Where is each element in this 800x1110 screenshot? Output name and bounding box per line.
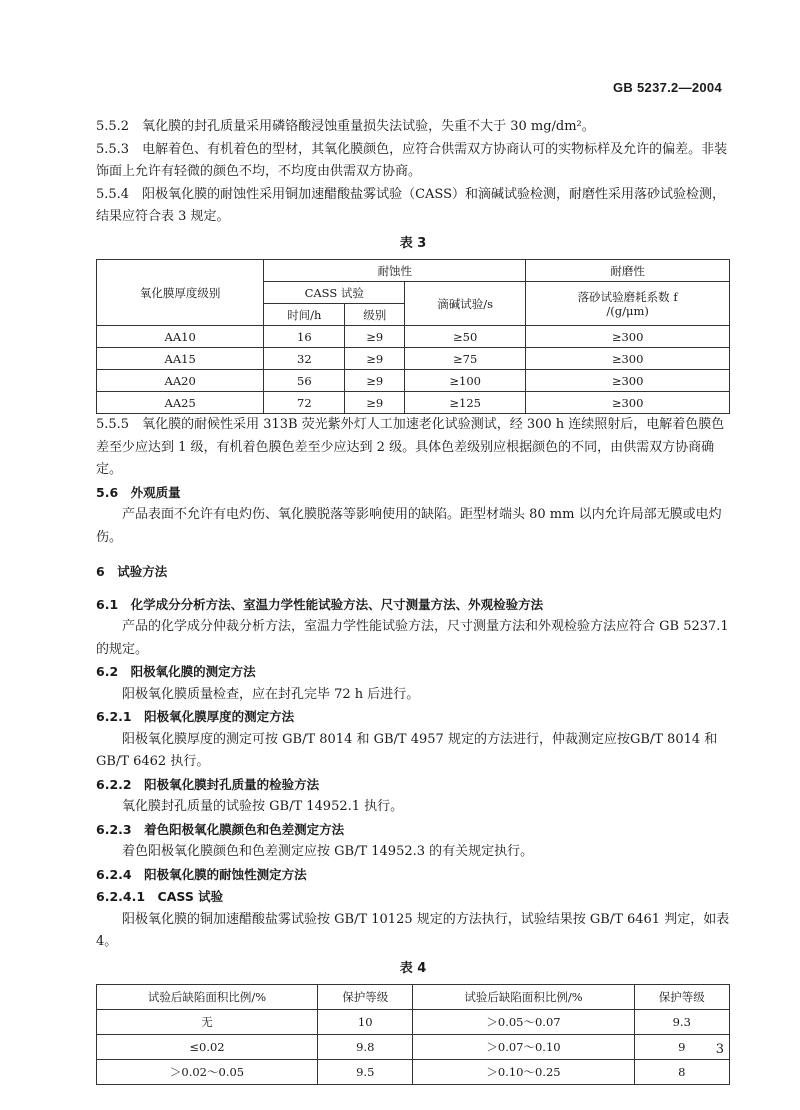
table-cell: ≥300 [526,392,730,414]
table-cell: ≥9 [345,370,405,392]
table-row [97,1060,730,1085]
table4-header-defect-ratio: 试验后缺陷面积比例/% [97,985,318,1010]
table-cell: ＞0.02～0.05 [97,1060,318,1085]
heading-5-6: 5.6 外观质量 [96,484,181,500]
table-cell: 9.8 [318,1035,413,1060]
table-cell: 56 [264,370,345,392]
table4-header-protection: 保护等级 [634,985,730,1010]
table4-header-protection: 保护等级 [318,985,413,1010]
table3-header-sand-unit: /(g/μm) [606,303,649,318]
heading-6-2-2: 6.2.2 阳极氧化膜封孔质量的检验方法 [96,776,320,792]
table-row [97,392,730,414]
table-cell: ≥9 [345,348,405,370]
table3-header-alkali: 滴碱试验/s [405,282,526,326]
table-cell: ＞0.10～0.25 [413,1060,634,1085]
table3-header-time: 时间/h [264,304,345,326]
clause-5-5-4: 5.5.4 阳极氧化膜的耐蚀性采用铜加速醋酸盐雾试验（CASS）和滴碱试验检测，耐磨性采用落砂试验检测，结果应符合表 3 规定。 [96,186,725,224]
table3-caption: 表 3 [399,235,427,251]
clause-5-5-2: 5.5.2 氧化膜的封孔质量采用磷铬酸浸蚀重量损失法试验，失重不大于 30 mg/dm²。 [96,119,595,134]
table4-caption: 表 4 [399,960,427,976]
clause-6-2-3-text: 着色阳极氧化膜颜色和色差测定应按 GB/T 14952.3 的有关规定执行。 [122,844,534,859]
table-cell: 72 [264,392,345,414]
clause-6-2-4-1-text: 阳极氧化膜的铜加速醋酸盐雾试验按 GB/T 10125 规定的方法执行，试验结果按 GB/T 6461 判定，如表 4。 [96,911,730,949]
clause-5-6-text: 产品表面不允许有电灼伤、氧化膜脱落等影响使用的缺陷。距型材端头 80 mm 以内允许局部无膜或电灼伤。 [96,507,722,545]
table-cell: 9.5 [318,1060,413,1085]
table3 [96,259,730,414]
table-row [97,370,730,392]
table-cell: ≥300 [526,348,730,370]
table3-header-sand-label: 落砂试验磨耗系数 f [577,289,678,304]
table-cell: 8 [634,1060,730,1085]
table-cell: ≤0.02 [97,1035,318,1060]
clause-5-5-5: 5.5.5 氧化膜的耐候性采用 313B 荧光紫外灯人工加速老化试验测试，经 300 h 连续照射后，电解着色膜色差至少应达到 1 级，有机着色膜色差至少应达到 2 级。具体色差级别应根据颜色的不同，由供需双方协商确定。 [96,417,725,477]
table4-header-defect-ratio: 试验后缺陷面积比例/% [413,985,634,1010]
table-row [97,348,730,370]
table-cell: ≥125 [405,392,526,414]
heading-6-2-3: 6.2.3 着色阳极氧化膜颜色和色差测定方法 [96,821,345,837]
heading-6-2-4: 6.2.4 阳极氧化膜的耐蚀性测定方法 [96,866,307,882]
clause-6-1-text: 产品的化学成分仲裁分析方法，室温力学性能试验方法，尺寸测量方法和外观检验方法应符合 GB 5237.1的规定。 [96,619,729,657]
clause-6-2-text: 阳极氧化膜质量检查，应在封孔完毕 72 h 后进行。 [122,686,420,702]
table-cell: AA25 [97,392,264,414]
table-cell: AA20 [97,370,264,392]
table-cell: 9 [634,1035,730,1060]
table4 [96,984,730,1085]
table-row [97,1035,730,1060]
page-number: 3 [715,1042,724,1057]
table-cell: 无 [97,1010,318,1035]
standard-code: GB 5237.2—2004 [613,80,722,95]
table-cell: ≥100 [405,370,526,392]
document-body [96,116,730,1085]
clause-6-2-1-text: 阳极氧化膜厚度的测定可按 GB/T 8014 和 GB/T 4957 规定的方法进行，仲裁测定应按GB/T 8014 和 GB/T 6462 执行。 [96,731,718,769]
table-cell: 9.3 [634,1010,730,1035]
table3-header-sand [526,282,730,326]
table-cell: ＞0.05～0.07 [413,1010,634,1035]
table-cell: ≥9 [345,326,405,348]
clause-5-5-3: 5.5.3 电解着色、有机着色的型材，其氧化膜颜色，应符合供需双方协商认可的实物标样及允许的偏差。非装饰面上允许有轻微的颜色不均，不均度由供需双方协商。 [96,141,728,179]
table-header-row [97,985,730,1010]
table-cell: 10 [318,1010,413,1035]
table-row [97,326,730,348]
table-cell: ≥9 [345,392,405,414]
heading-6-2: 6.2 阳极氧化膜的测定方法 [96,664,256,679]
clause-6-2-2-text: 氧化膜封孔质量的试验按 GB/T 14952.1 执行。 [122,799,404,814]
table-cell: ≥50 [405,326,526,348]
table3-header-level: 级别 [345,304,405,326]
table-cell: ≥300 [526,370,730,392]
heading-6-2-1: 6.2.1 阳极氧化膜厚度的测定方法 [96,709,295,724]
heading-6: 6 试验方法 [96,564,168,579]
table-cell: ＞0.07～0.10 [413,1035,634,1060]
table-cell: 16 [264,326,345,348]
table-row [97,1010,730,1035]
table-cell: AA15 [97,348,264,370]
table3-header-grade: 氧化膜厚度级别 [97,260,264,326]
heading-6-1: 6.1 化学成分分析方法、室温力学性能试验方法、尺寸测量方法、外观检验方法 [96,596,544,612]
table3-header-cass: CASS 试验 [264,282,405,304]
table-cell: AA10 [97,326,264,348]
table-cell: 32 [264,348,345,370]
table-cell: ≥75 [405,348,526,370]
table3-header-abrasion: 耐磨性 [526,260,730,282]
heading-6-2-4-1: 6.2.4.1 CASS 试验 [96,889,224,904]
table3-header-corrosion: 耐蚀性 [264,260,526,282]
table-cell: ≥300 [526,326,730,348]
